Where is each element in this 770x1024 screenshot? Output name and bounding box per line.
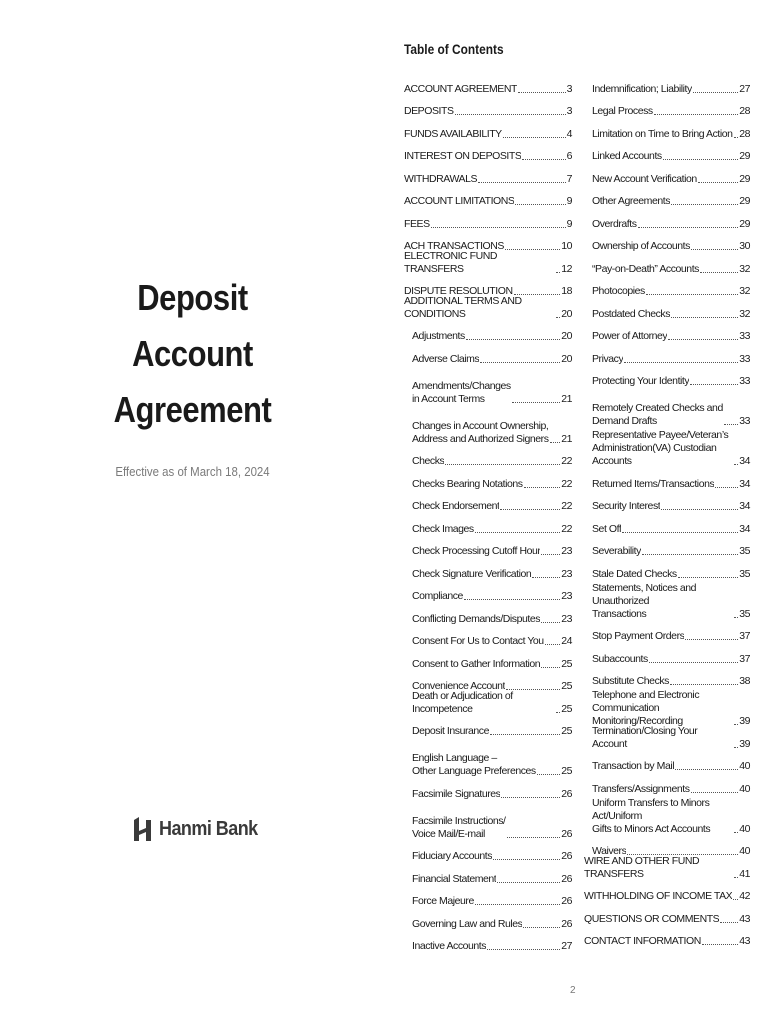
toc-entry-label: Compliance [412, 590, 463, 602]
toc-entry[interactable] [584, 208, 750, 231]
toc-entry-page: 3 [566, 82, 572, 95]
toc-entry-label: Conflicting Demands/Disputes [412, 612, 541, 625]
toc-entry-label: Fiduciary Accounts [412, 850, 493, 862]
toc-entry[interactable] [584, 621, 750, 644]
toc-entry-label: Legal Process [592, 105, 653, 117]
toc-entry-page: 26 [561, 850, 572, 862]
toc-entry[interactable] [404, 366, 572, 406]
toc-entry-label: Force Majeure [412, 895, 474, 907]
toc-leader-dots [671, 316, 738, 318]
effective-date: Effective as of March 18, 2024 [115, 464, 270, 479]
toc-entry[interactable] [584, 276, 750, 299]
toc-entry-page: 32 [739, 285, 750, 297]
toc-entry-label: Transaction by Mail [592, 760, 675, 772]
toc-entry-page: 26 [561, 917, 572, 930]
cover-panel [60, 270, 325, 479]
toc-leader-dots [537, 773, 560, 775]
toc-leader-dots [624, 361, 738, 363]
toc-entry-label: Linked Accounts [592, 150, 662, 162]
toc-entry-page: 29 [739, 172, 750, 185]
toc-leader-dots [556, 316, 560, 318]
toc-entry-page: 40 [739, 845, 750, 857]
toc-entry-page: 23 [561, 567, 572, 580]
toc-leader-dots [556, 711, 560, 713]
toc-entry[interactable] [404, 931, 572, 954]
toc-entry-page: 29 [739, 150, 750, 162]
toc-entry-page: 34 [739, 477, 750, 490]
toc-entry-label: Consent For Us to Contact You [412, 635, 544, 647]
toc-entry-label: Adjustments [412, 330, 465, 342]
toc-entry[interactable] [584, 751, 750, 774]
toc-entry-label: Representative Payee/Veteran’s Administration(VA) Custodian Accounts [592, 429, 729, 467]
toc-leader-dots [501, 796, 560, 798]
toc-leader-dots [487, 948, 560, 950]
toc-leader-dots [497, 881, 560, 883]
toc-entry-page: 41 [739, 867, 750, 880]
toc-leader-dots [532, 576, 560, 578]
toc-entry-page: 42 [739, 890, 750, 902]
toc-leader-dots [702, 943, 738, 945]
toc-entry-label: Remotely Created Checks and Demand Drafts [592, 402, 723, 427]
title-line-2: Agreement [113, 389, 272, 430]
toc-entry-label: Privacy [592, 352, 624, 365]
toc-entry[interactable] [404, 648, 572, 671]
toc-entry-page: 26 [561, 872, 572, 885]
toc-entry-label: Returned Items/Transactions [592, 477, 715, 490]
toc-leader-dots [518, 91, 566, 93]
toc-entry-label: Consent to Gather Information [412, 657, 541, 670]
toc-entry-page: 27 [561, 940, 572, 952]
toc-entry-label: Financial Statement [412, 872, 497, 885]
toc-entry-page: 23 [561, 590, 572, 602]
toc-entry[interactable] [584, 688, 750, 728]
toc-entry-page: 3 [566, 105, 572, 117]
toc-entry-page: 35 [739, 545, 750, 557]
toc-entry-label: WITHDRAWALS [404, 172, 478, 185]
toc-entry-label: Indemnification; Liability [592, 82, 692, 95]
toc-entry[interactable] [404, 738, 572, 778]
toc-title: Table of Contents [404, 41, 504, 57]
page-number: 2 [570, 985, 576, 996]
toc-entry[interactable] [404, 208, 572, 231]
toc-entry-page: 23 [561, 545, 572, 557]
toc-entry-page: 23 [561, 612, 572, 625]
toc-entry-label: WITHHOLDING OF INCOME TAX [584, 890, 733, 902]
toc-leader-dots [500, 508, 560, 510]
toc-entry-page: 33 [739, 375, 750, 387]
toc-entry-label: Power of Attorney [592, 330, 668, 342]
toc-entry-label: Statements, Notices and Unauthorized Transactions [592, 581, 697, 620]
toc-entry-page: 22 [561, 455, 572, 467]
toc-entry-page: 40 [739, 782, 750, 795]
toc-entry-page: 21 [561, 392, 572, 405]
toc-entry-page: 43 [739, 935, 750, 947]
toc-column-left [404, 73, 572, 953]
toc-entry[interactable] [584, 881, 750, 904]
toc-leader-dots [734, 463, 738, 465]
toc-entry[interactable] [584, 163, 750, 186]
toc-entry[interactable] [584, 513, 750, 536]
toc-leader-dots [700, 271, 738, 273]
toc-leader-dots [675, 768, 738, 770]
toc-entry-label: FUNDS AVAILABILITY [404, 127, 502, 140]
toc-entry-page: 29 [739, 217, 750, 230]
toc-entry-page: 28 [739, 127, 750, 140]
toc-entry-page: 22 [561, 477, 572, 490]
hanmi-bank-logo [133, 816, 269, 842]
toc-entry-label: Security Interest [592, 500, 661, 512]
toc-leader-dots [668, 338, 738, 340]
toc-entry-label: New Account Verification [592, 172, 697, 185]
toc-entry-label: Facsimile Signatures [412, 787, 501, 800]
toc-entry-page: 33 [739, 352, 750, 365]
toc-entry[interactable] [404, 321, 572, 344]
toc-leader-dots [734, 136, 739, 138]
toc-entry-label: ACCOUNT LIMITATIONS [404, 195, 515, 207]
toc-entry[interactable] [404, 446, 572, 469]
toc-entry-label: Deposit Insurance [412, 725, 489, 737]
toc-leader-dots [431, 226, 566, 228]
toc-leader-dots [691, 248, 738, 250]
toc-entry-page: 22 [561, 522, 572, 535]
toc-leader-dots [478, 181, 566, 183]
toc-entry-page: 6 [566, 150, 572, 162]
toc-entry-page: 39 [739, 715, 750, 727]
toc-entry-page: 24 [561, 635, 572, 647]
toc-leader-dots [475, 531, 561, 533]
toc-entry-label: ACH TRANSACTIONS [404, 240, 504, 252]
toc-entry-label: Severability [592, 545, 641, 557]
toc-leader-dots [556, 271, 560, 273]
toc-entry[interactable] [584, 298, 750, 321]
toc-entry-label: Overdrafts [592, 217, 637, 230]
toc-column-right [584, 73, 750, 948]
toc-entry[interactable] [404, 863, 572, 886]
toc-entry-page: 25 [561, 657, 572, 670]
toc-entry-page: 35 [739, 607, 750, 620]
toc-entry[interactable] [404, 626, 572, 649]
toc-entry[interactable] [404, 96, 572, 119]
toc-entry-label: Uniform Transfers to Minors Act/Uniform Gifts to Minors Act Accounts [592, 796, 711, 835]
toc-entry[interactable] [584, 666, 750, 689]
toc-leader-dots [507, 836, 561, 838]
toc-leader-dots [733, 898, 738, 900]
toc-entry-page: 40 [739, 822, 750, 835]
toc-leader-dots [646, 293, 738, 295]
toc-leader-dots [678, 576, 739, 578]
toc-leader-dots [649, 661, 738, 663]
toc-leader-dots [466, 338, 560, 340]
toc-leader-dots [691, 791, 739, 793]
toc-entry[interactable] [404, 513, 572, 536]
toc-entry-label: Changes in Account Ownership, Address and Authorized Signers [412, 419, 549, 445]
toc-entry[interactable] [584, 186, 750, 209]
toc-entry-page: 28 [739, 105, 750, 117]
toc-entry[interactable] [584, 903, 750, 926]
toc-entry-label: Inactive Accounts [412, 940, 487, 952]
toc-leader-dots [493, 858, 560, 860]
toc-leader-dots [734, 746, 738, 748]
toc-entry-label: Check Signature Verification [412, 567, 532, 580]
toc-leader-dots [490, 733, 560, 735]
toc-entry[interactable] [584, 854, 750, 881]
toc-leader-dots [734, 831, 738, 833]
toc-leader-dots [690, 383, 738, 385]
toc-entry-page: 38 [739, 675, 750, 687]
toc-entry-page: 30 [739, 240, 750, 252]
bank-logo-icon [133, 816, 153, 842]
toc-leader-dots [524, 486, 561, 488]
toc-entry-page: 27 [739, 82, 750, 95]
toc-entry[interactable] [404, 689, 572, 716]
toc-leader-dots [734, 616, 738, 618]
toc-entry-label: Check Processing Cutoff Hour [412, 545, 541, 557]
toc-entry[interactable] [584, 796, 750, 836]
toc-entry[interactable] [584, 643, 750, 666]
toc-leader-dots [622, 531, 738, 533]
toc-leader-dots [475, 903, 560, 905]
toc-entry-label: CONTACT INFORMATION [584, 935, 701, 947]
toc-entry-page: 32 [739, 262, 750, 275]
toc-entry-label: DEPOSITS [404, 105, 454, 117]
toc-entry-page: 34 [739, 522, 750, 535]
toc-entry[interactable] [404, 294, 572, 321]
toc-leader-dots [720, 921, 738, 923]
toc-entry-label: Check Endorsement [412, 500, 500, 512]
toc-entry[interactable] [584, 96, 750, 119]
toc-leader-dots [724, 423, 738, 425]
toc-entry-label: Checks Bearing Notations [412, 477, 523, 490]
toc-leader-dots [663, 158, 739, 160]
toc-leader-dots [654, 113, 739, 115]
toc-entry[interactable] [584, 366, 750, 389]
toc-leader-dots [445, 463, 560, 465]
toc-entry-label: Ownership of Accounts [592, 240, 690, 252]
toc-entry-page: 12 [561, 262, 572, 275]
toc-entry[interactable] [404, 801, 572, 841]
toc-entry[interactable] [404, 163, 572, 186]
toc-entry-label: ACCOUNT AGREEMENT [404, 82, 517, 95]
toc-entry-page: 10 [561, 240, 572, 252]
toc-leader-dots [715, 486, 738, 488]
toc-entry[interactable] [584, 468, 750, 491]
toc-entry[interactable] [404, 581, 572, 604]
toc-entry-page: 9 [566, 217, 572, 230]
toc-entry[interactable] [584, 118, 750, 141]
toc-entry[interactable] [404, 343, 572, 366]
toc-leader-dots [671, 203, 738, 205]
toc-entry[interactable] [584, 773, 750, 796]
toc-entry[interactable] [404, 491, 572, 514]
toc-entry-label: Telephone and Electronic Communication Monitoring/Recording [592, 689, 700, 727]
toc-entry[interactable] [584, 231, 750, 254]
toc-entry-label: Limitation on Time to Bring Action [592, 127, 733, 140]
toc-entry-label: Facsimile Instructions/ Voice Mail/E-mail [412, 814, 506, 840]
toc-leader-dots [550, 441, 561, 443]
toc-entry-page: 21 [561, 432, 572, 445]
toc-entry-page: 25 [561, 765, 572, 777]
toc-leader-dots [642, 553, 738, 555]
toc-entry[interactable] [404, 841, 572, 864]
toc-leader-dots [541, 553, 560, 555]
toc-entry[interactable] [404, 716, 572, 739]
toc-entry[interactable] [584, 724, 750, 751]
toc-entry-page: 18 [561, 285, 572, 297]
toc-entry-page: 25 [561, 702, 572, 715]
toc-entry[interactable] [404, 186, 572, 209]
toc-leader-dots [464, 598, 560, 600]
toc-entry[interactable] [404, 886, 572, 909]
toc-entry[interactable] [584, 388, 750, 428]
toc-leader-dots [480, 361, 560, 363]
toc-entry-label: Postdated Checks [592, 307, 671, 320]
title-line-1: Deposit Account [132, 277, 253, 374]
toc-entry-page: 22 [561, 500, 572, 512]
toc-leader-dots [522, 158, 565, 160]
toc-entry-label: Substitute Checks [592, 675, 669, 687]
toc-entry[interactable] [584, 141, 750, 164]
toc-entry[interactable] [584, 926, 750, 949]
toc-entry[interactable] [404, 406, 572, 446]
toc-leader-dots [541, 666, 560, 668]
toc-entry[interactable] [584, 428, 750, 468]
toc-entry[interactable] [584, 253, 750, 276]
toc-leader-dots [523, 926, 560, 928]
toc-entry-page: 4 [566, 127, 572, 140]
toc-entry-page: 26 [561, 787, 572, 800]
toc-entry[interactable] [404, 778, 572, 801]
toc-entry-page: 34 [739, 500, 750, 512]
toc-entry[interactable] [584, 73, 750, 96]
toc-entry-label: Adverse Claims [412, 352, 480, 365]
toc-entry-page: 37 [739, 652, 750, 665]
toc-leader-dots [698, 181, 738, 183]
toc-entry-page: 37 [739, 630, 750, 642]
toc-entry[interactable] [404, 141, 572, 164]
toc-entry-label: Waivers [592, 845, 627, 857]
toc-entry-label: Subaccounts [592, 652, 648, 665]
toc-entry[interactable] [584, 581, 750, 621]
toc-entry[interactable] [404, 558, 572, 581]
toc-entry-page: 43 [739, 912, 750, 925]
toc-entry-label: Other Agreements [592, 195, 671, 207]
toc-entry[interactable] [404, 249, 572, 276]
document-title [79, 270, 307, 438]
toc-entry-page: 29 [739, 195, 750, 207]
toc-entry-page: 9 [566, 195, 572, 207]
toc-entry-label: ADDITIONAL TERMS AND CONDITIONS [404, 294, 522, 320]
toc-entry-label: FEES [404, 217, 430, 230]
toc-entry[interactable] [404, 603, 572, 626]
toc-entry-page: 20 [561, 307, 572, 320]
toc-entry-label: Check Images [412, 522, 474, 535]
toc-leader-dots [638, 226, 739, 228]
toc-entry-page: 33 [739, 415, 750, 427]
toc-entry[interactable] [584, 491, 750, 514]
toc-entry-page: 26 [561, 827, 572, 840]
logo-text: Hanmi Bank [159, 817, 258, 840]
toc-entry[interactable] [584, 558, 750, 581]
toc-entry-page: 33 [739, 330, 750, 342]
toc-entry-label: Checks [412, 455, 445, 467]
toc-leader-dots [685, 638, 738, 640]
toc-entry[interactable] [404, 73, 572, 96]
toc-entry-label: Protecting Your Identity [592, 375, 690, 387]
toc-entry-page: 7 [566, 172, 572, 185]
toc-entry[interactable] [584, 343, 750, 366]
toc-entry[interactable] [584, 536, 750, 559]
toc-entry[interactable] [404, 908, 572, 931]
toc-entry-label: Stop Payment Orders [592, 630, 685, 642]
toc-leader-dots [545, 643, 561, 645]
toc-entry[interactable] [404, 468, 572, 491]
toc-entry-page: 35 [739, 567, 750, 580]
toc-entry-page: 26 [561, 895, 572, 907]
toc-entry-label: INTEREST ON DEPOSITS [404, 150, 522, 162]
toc-entry-label: Photocopies [592, 285, 645, 297]
toc-entry-page: 32 [739, 307, 750, 320]
toc-leader-dots [734, 876, 738, 878]
toc-leader-dots [661, 508, 738, 510]
toc-leader-dots [503, 136, 566, 138]
toc-entry-page: 34 [739, 455, 750, 467]
toc-entry-label: WIRE AND OTHER FUND TRANSFERS [584, 854, 700, 880]
toc-entry-page: 25 [561, 725, 572, 737]
toc-leader-dots [734, 723, 738, 725]
toc-entry-label: Amendments/Changes in Account Terms [412, 379, 511, 405]
toc-leader-dots [455, 113, 566, 115]
toc-entry[interactable] [584, 321, 750, 344]
toc-entry-label: Transfers/Assignments [592, 782, 690, 795]
toc-entry-label: QUESTIONS OR COMMENTS [584, 912, 720, 925]
toc-leader-dots [541, 621, 560, 623]
toc-leader-dots [693, 91, 738, 93]
toc-leader-dots [515, 203, 565, 205]
toc-entry-page: 20 [561, 352, 572, 365]
toc-entry-label: English Language – Other Language Preferences [412, 752, 536, 777]
toc-entry-label: Termination/Closing Your Account [592, 724, 698, 750]
toc-leader-dots [512, 401, 561, 403]
toc-entry-label: Governing Law and Rules [412, 917, 523, 930]
toc-entry-page: 40 [739, 760, 750, 772]
toc-entry-label: Set Off [592, 522, 622, 535]
toc-entry-page: 39 [739, 737, 750, 750]
toc-entry[interactable] [404, 118, 572, 141]
toc-entry-label: DISPUTE RESOLUTION [404, 285, 513, 297]
toc-leader-dots [670, 683, 738, 685]
toc-entry-label: “Pay-on-Death” Accounts [592, 262, 699, 275]
toc-entry-label: Stale Dated Checks [592, 567, 677, 580]
toc-entry-label: Death or Adjudication of Incompetence [412, 689, 513, 715]
toc-entry[interactable] [404, 536, 572, 559]
toc-entry-page: 25 [561, 680, 572, 692]
toc-entry-label: Convenience Account [412, 680, 506, 692]
toc-entry-label: ELECTRONIC FUND TRANSFERS [404, 249, 498, 275]
toc-entry-page: 20 [561, 330, 572, 342]
